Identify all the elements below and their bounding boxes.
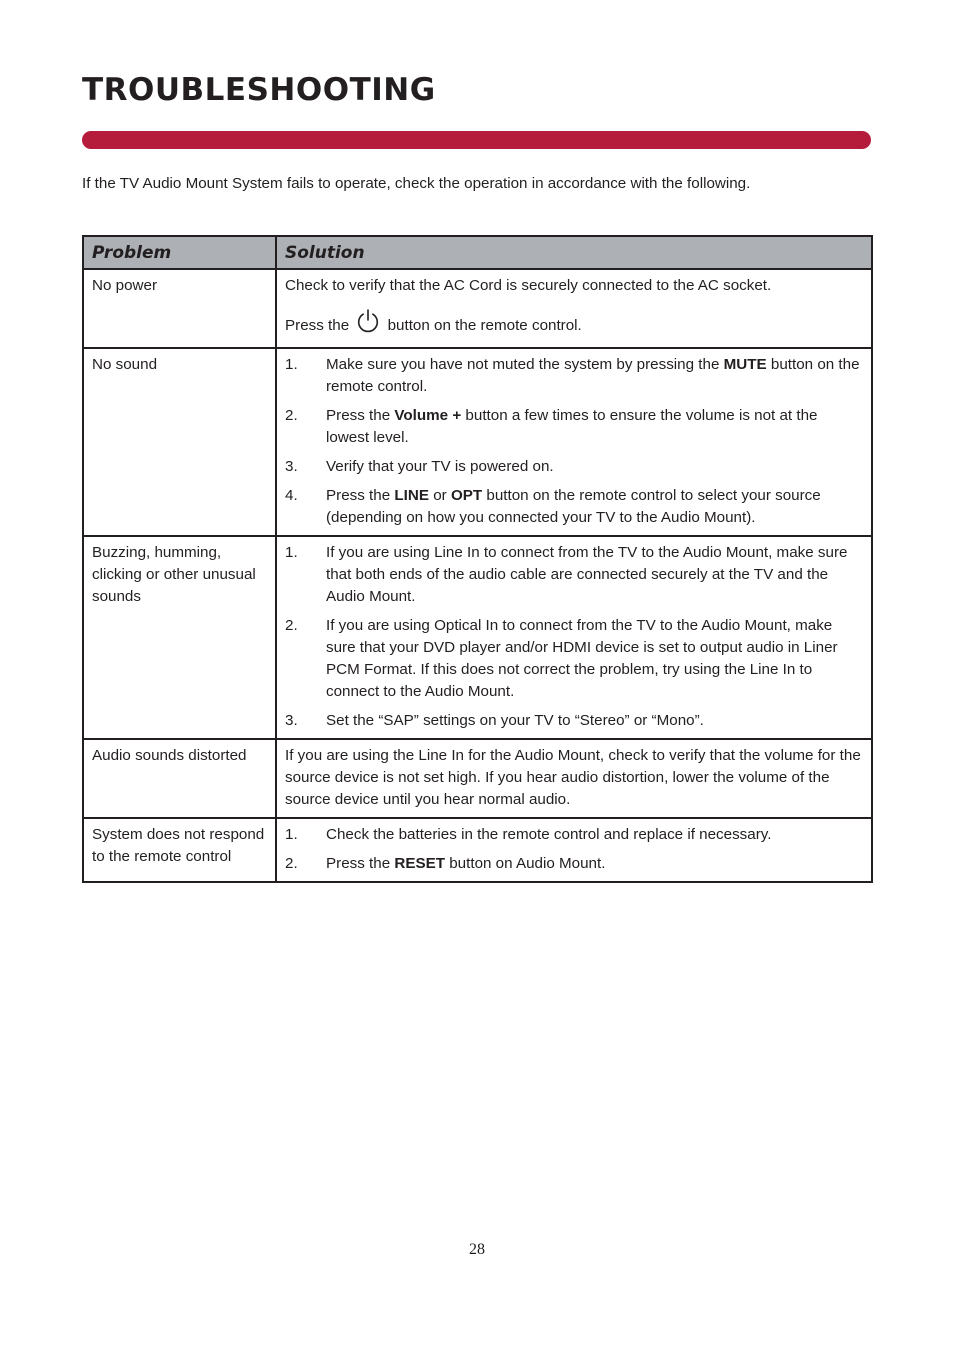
step-text: button a few times to ensure the volume is not at the lowest level. (326, 407, 818, 446)
solution-text-before: Press the (285, 317, 354, 334)
problem-cell: System does not respond to the remote control (83, 818, 276, 882)
header-problem: Problem (83, 236, 276, 269)
title-accent-bar (82, 131, 871, 149)
page-title: TROUBLESHOOTING (82, 72, 436, 108)
step-number: 4. (285, 487, 298, 504)
step-number: 3. (285, 458, 298, 475)
table-row (83, 269, 872, 348)
header-solution: Solution (276, 236, 872, 269)
step-text: Check the batteries in the remote control and replace if necessary. (326, 826, 772, 843)
step-keyword: Volume + (394, 407, 462, 424)
step-text: Verify that your TV is powered on. (326, 458, 554, 475)
step-text: Make sure you have not muted the system by pressing the (326, 356, 724, 373)
list-item (285, 615, 863, 703)
problem-cell: No power (83, 269, 276, 348)
step-number: 2. (285, 407, 298, 424)
step-number: 1. (285, 356, 298, 373)
step-number: 3. (285, 712, 298, 729)
table-row (83, 348, 872, 536)
solution-text: If you are using the Line In for the Audio Mount, check to verify that the volume for the source device is not set high. If you hear audio distortion, lower the volume of the source device until you hear normal audio. (285, 747, 861, 808)
power-icon (355, 308, 381, 341)
step-number: 2. (285, 617, 298, 634)
step-keyword: RESET (394, 855, 446, 872)
page-number: 28 (469, 1241, 485, 1258)
solution-cell (276, 348, 872, 536)
step-text: button on Audio Mount. (445, 855, 606, 872)
list-item (285, 853, 863, 875)
list-item (285, 485, 863, 529)
table-row (83, 739, 872, 818)
step-text: button on the remote control to select your source (depending on how you connected your TV to the Audio Mount). (326, 487, 821, 526)
step-text: or (428, 487, 451, 504)
step-keyword: OPT (450, 487, 483, 504)
intro-text: If the TV Audio Mount System fails to operate, check the operation in accordance with the following. (82, 175, 751, 192)
step-text: If you are using Optical In to connect from the TV to the Audio Mount, make sure that your DVD player and/or HDMI device is set to output audio in Liner PCM Format. If this does not correct the problem, try using the Line In to connect to the Audio Mount. (326, 617, 838, 700)
list-item (285, 824, 863, 846)
step-keyword: MUTE (723, 356, 767, 373)
solution-cell (276, 818, 872, 882)
troubleshooting-table (82, 235, 873, 883)
problem-cell: Buzzing, humming, clicking or other unusual sounds (83, 536, 276, 739)
solution-steps (285, 354, 863, 529)
step-number: 1. (285, 826, 298, 843)
solution-steps (285, 542, 863, 732)
step-text: If you are using Line In to connect from the TV to the Audio Mount, make sure that both ends of the audio cable are connected securely at the TV and the Audio Mount. (326, 544, 848, 605)
step-text: Press the (326, 407, 395, 424)
step-text: button on the remote control. (326, 356, 860, 395)
problem-cell: Audio sounds distorted (83, 739, 276, 818)
step-number: 1. (285, 544, 298, 561)
table-header-row (83, 236, 872, 269)
list-item (285, 542, 863, 608)
list-item (285, 710, 863, 732)
step-text: Press the (326, 487, 395, 504)
solution-text (285, 308, 863, 341)
list-item (285, 405, 863, 449)
step-keyword: LINE (394, 487, 429, 504)
solution-cell (276, 739, 872, 818)
step-text: Set the “SAP” settings on your TV to “Stereo” or “Mono”. (326, 712, 704, 729)
solution-text: Check to verify that the AC Cord is securely connected to the AC socket. (285, 277, 772, 294)
list-item (285, 354, 863, 398)
table-row (83, 818, 872, 882)
table-row (83, 536, 872, 739)
problem-cell: No sound (83, 348, 276, 536)
solution-cell (276, 536, 872, 739)
list-item (285, 456, 863, 478)
solution-cell (276, 269, 872, 348)
solution-text-after: button on the remote control. (383, 317, 582, 334)
step-number: 2. (285, 855, 298, 872)
solution-steps (285, 824, 863, 875)
step-text: Press the (326, 855, 395, 872)
